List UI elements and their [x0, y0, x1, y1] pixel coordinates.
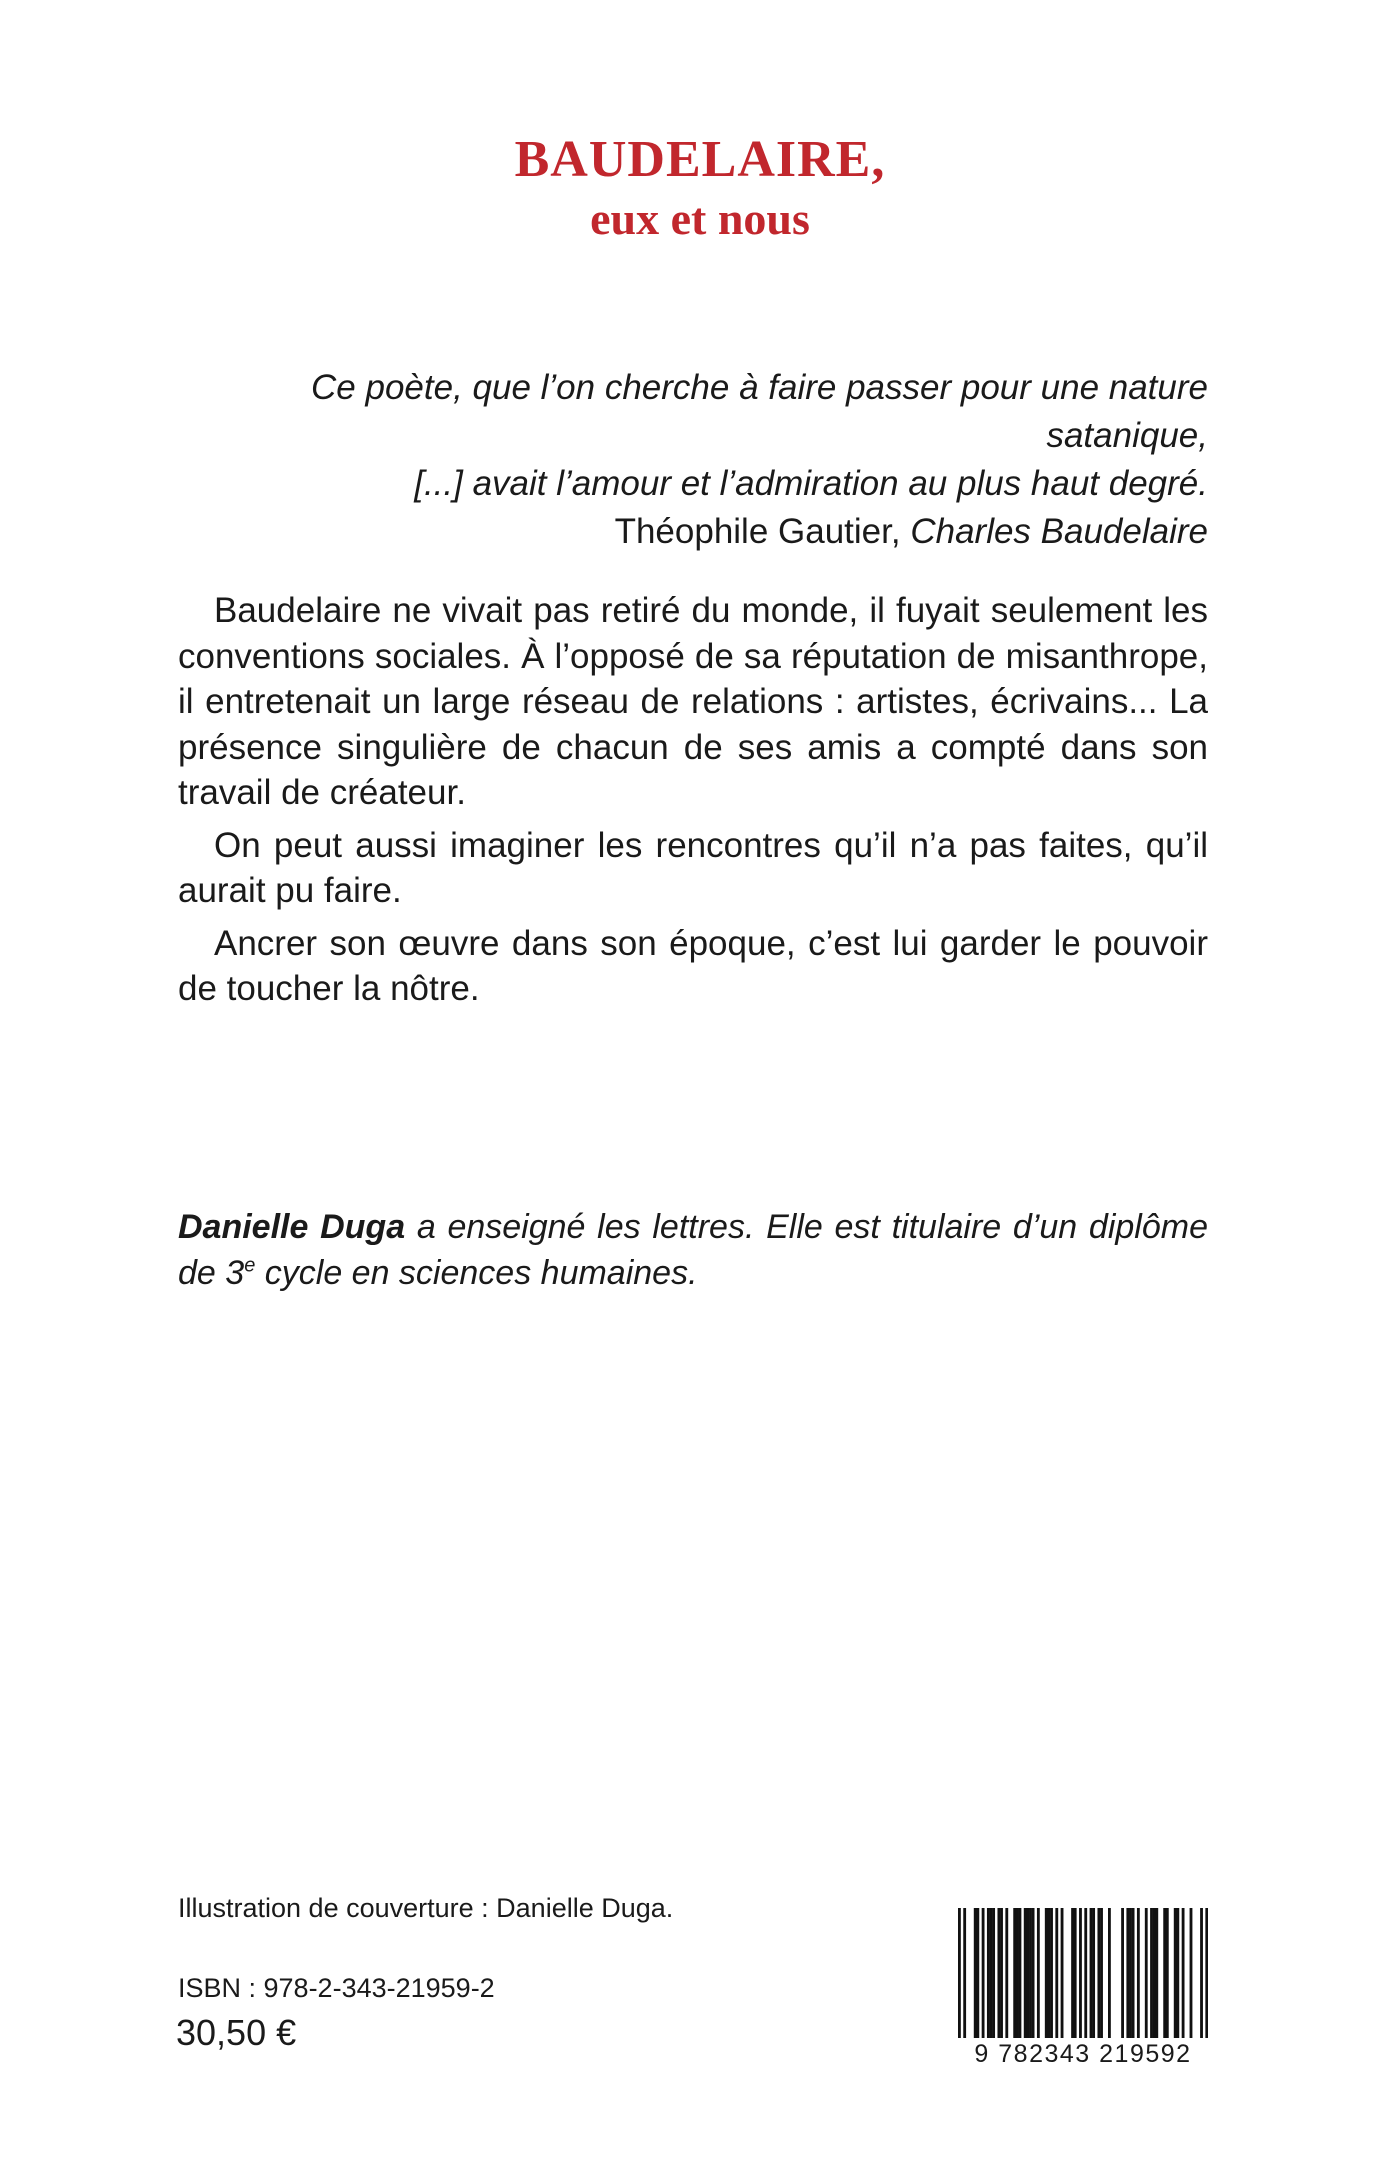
blurb-paragraph: Ancrer son œuvre dans son époque, c’est lui garder le pouvoir de toucher la nôtre.: [178, 923, 1208, 1008]
author-bio: [178, 1204, 1208, 1296]
title-block: [0, 130, 1400, 248]
author-name: Danielle Duga: [178, 1208, 406, 1246]
barcode-number: 9 782343 219592: [974, 2040, 1192, 2068]
author-bio-superscript: e: [244, 1254, 256, 1277]
illustration-credit: Illustration de couverture : Danielle Duga.: [178, 1893, 674, 1923]
blurb-paragraph: Baudelaire ne vivait pas retiré du monde, il fuyait seulement les conventions sociales. À l’opposé de sa réputation de misanthrope, il entretenait un large réseau de relations : artistes, écrivains... La présence singulière de chacun de ses amis a compté dans son travail de créateur.: [178, 591, 1208, 812]
back-cover-blurb: [178, 588, 1208, 1019]
book-subtitle: eux et nous: [590, 193, 810, 244]
epigraph-work: Charles Baudelaire: [910, 512, 1208, 551]
epigraph-line-1: Ce poète, que l’on cherche à faire passer pour une nature satanique,: [311, 368, 1208, 455]
epigraph-line-2: [...] avait l’amour et l’admiration au plus haut degré.: [414, 464, 1208, 503]
barcode: [958, 1908, 1208, 2068]
epigraph-author: Théophile Gautier,: [614, 512, 911, 551]
epigraph: [180, 364, 1208, 556]
epigraph-attribution: [180, 508, 1208, 556]
blurb-paragraph: On peut aussi imaginer les rencontres qu’il n’a pas faites, qu’il aurait pu faire.: [178, 825, 1208, 910]
isbn: ISBN : 978-2-343-21959-2: [178, 1973, 495, 2003]
book-title: BAUDELAIRE,: [514, 131, 886, 188]
price: 30,50 €: [176, 2012, 297, 2053]
barcode-bars: [958, 1908, 1208, 2038]
author-bio-text-2: cycle en sciences humaines.: [255, 1254, 698, 1292]
author-bio-text-1: a enseigné les lettres. Elle est titulaire d’un diplôme de 3: [178, 1208, 1208, 1292]
